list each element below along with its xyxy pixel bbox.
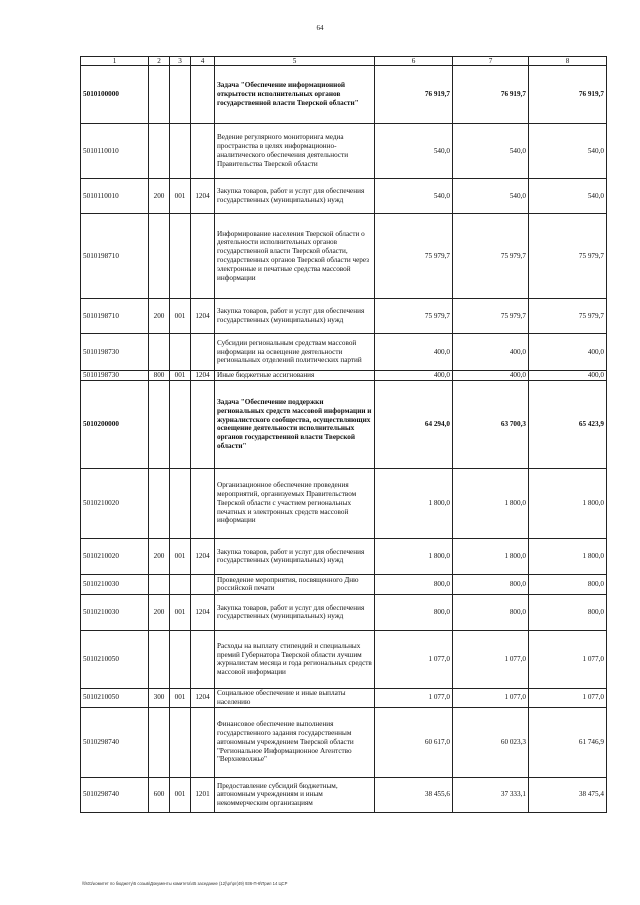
column-header: 8 — [529, 57, 607, 66]
cell-year-3: 1 077,0 — [529, 630, 607, 688]
cell-year-3: 76 919,7 — [529, 66, 607, 124]
cell-rz: 001 — [170, 688, 191, 707]
cell-year-1: 800,0 — [375, 574, 453, 594]
table-row — [81, 538, 607, 574]
cell-year-2: 1 800,0 — [453, 468, 529, 538]
budget-table — [80, 56, 607, 813]
cell-vr — [149, 124, 170, 179]
cell-name: Закупка товаров, работ и услуг для обеспечения государственных (муниципальных) нужд — [215, 179, 375, 214]
cell-code: 5010210030 — [81, 594, 149, 630]
cell-rz — [170, 468, 191, 538]
cell-year-2: 540,0 — [453, 124, 529, 179]
file-path-footer: \\fs01\комитет по бюджету\5 созыв\Документы комитета\45 заседание (12)\рг\рг(49) 936-П-6\Прил 14 ЦСР — [82, 881, 288, 886]
cell-name: Информирование населения Тверской области о деятельности исполнительных органов государственной власти Тверской области, государственных органов Тверской области через электронные и печатные средства массовой информации — [215, 214, 375, 299]
cell-pr: 1204 — [191, 594, 215, 630]
cell-vr: 300 — [149, 688, 170, 707]
cell-pr — [191, 124, 215, 179]
cell-pr — [191, 574, 215, 594]
cell-vr — [149, 380, 170, 468]
cell-year-3: 540,0 — [529, 124, 607, 179]
cell-pr: 1204 — [191, 371, 215, 381]
cell-vr — [149, 630, 170, 688]
cell-year-2: 75 979,7 — [453, 214, 529, 299]
cell-code: 5010198730 — [81, 334, 149, 371]
cell-year-2: 60 023,3 — [453, 707, 529, 777]
cell-year-1: 1 077,0 — [375, 688, 453, 707]
cell-rz — [170, 124, 191, 179]
table-row — [81, 371, 607, 381]
cell-vr: 600 — [149, 777, 170, 812]
cell-pr — [191, 468, 215, 538]
cell-code: 5010110010 — [81, 124, 149, 179]
cell-year-1: 60 617,0 — [375, 707, 453, 777]
cell-year-1: 400,0 — [375, 371, 453, 381]
cell-year-2: 800,0 — [453, 594, 529, 630]
cell-rz — [170, 66, 191, 124]
cell-rz: 001 — [170, 594, 191, 630]
cell-pr: 1204 — [191, 179, 215, 214]
cell-code: 5010198710 — [81, 214, 149, 299]
cell-year-2: 75 979,7 — [453, 299, 529, 334]
cell-name: Иные бюджетные ассигнования — [215, 371, 375, 381]
column-header: 3 — [170, 57, 191, 66]
cell-pr: 1201 — [191, 777, 215, 812]
cell-year-3: 75 979,7 — [529, 214, 607, 299]
cell-name: Ведение регулярного мониторинга медиа пространства в целях информационно-аналитического обеспечения деятельности Правительства Тверской области — [215, 124, 375, 179]
table-row — [81, 574, 607, 594]
cell-rz — [170, 574, 191, 594]
page-number: 64 — [316, 24, 324, 32]
column-header: 2 — [149, 57, 170, 66]
column-header: 4 — [191, 57, 215, 66]
cell-vr — [149, 468, 170, 538]
cell-name: Предоставление субсидий бюджетным, автономным учреждениям и иным некоммерческим организациям — [215, 777, 375, 812]
cell-year-2: 800,0 — [453, 574, 529, 594]
column-header: 1 — [81, 57, 149, 66]
column-header: 6 — [375, 57, 453, 66]
cell-code: 5010198710 — [81, 299, 149, 334]
cell-rz: 001 — [170, 777, 191, 812]
cell-year-2: 540,0 — [453, 179, 529, 214]
cell-year-3: 75 979,7 — [529, 299, 607, 334]
cell-year-2: 1 077,0 — [453, 630, 529, 688]
cell-pr — [191, 66, 215, 124]
cell-vr — [149, 66, 170, 124]
cell-year-1: 400,0 — [375, 334, 453, 371]
cell-year-1: 540,0 — [375, 124, 453, 179]
cell-name: Проведение мероприятия, посвященного Дню российской печати — [215, 574, 375, 594]
cell-pr: 1204 — [191, 299, 215, 334]
cell-year-1: 75 979,7 — [375, 299, 453, 334]
cell-pr: 1204 — [191, 538, 215, 574]
column-number-header — [81, 57, 607, 66]
cell-code: 5010210050 — [81, 688, 149, 707]
cell-vr: 200 — [149, 179, 170, 214]
table-body — [81, 57, 607, 813]
cell-name: Финансовое обеспечение выполнения государственного задания государственным автономным учреждением Тверской области "Региональное Информационное Агентство "Верхневолжье" — [215, 707, 375, 777]
cell-vr — [149, 334, 170, 371]
cell-year-1: 800,0 — [375, 594, 453, 630]
cell-year-1: 76 919,7 — [375, 66, 453, 124]
cell-rz: 001 — [170, 538, 191, 574]
cell-name: Субсидии региональным средствам массовой информации на освещение деятельности региональных отделений политических партий — [215, 334, 375, 371]
table-row — [81, 214, 607, 299]
cell-name: Организационное обеспечение проведения мероприятий, организуемых Правительством Тверской области с участием региональных печатных и электронных средств массовой информации — [215, 468, 375, 538]
cell-name: Задача "Обеспечение информационной открытости исполнительных органов государственной власти Тверской области" — [215, 66, 375, 124]
column-header: 5 — [215, 57, 375, 66]
table-row — [81, 334, 607, 371]
cell-pr — [191, 334, 215, 371]
cell-vr: 200 — [149, 538, 170, 574]
cell-year-3: 1 800,0 — [529, 468, 607, 538]
cell-name: Закупка товаров, работ и услуг для обеспечения государственных (муниципальных) нужд — [215, 299, 375, 334]
table-row — [81, 777, 607, 812]
cell-code: 5010100000 — [81, 66, 149, 124]
table-row — [81, 66, 607, 124]
cell-year-3: 38 475,4 — [529, 777, 607, 812]
cell-rz — [170, 630, 191, 688]
cell-vr — [149, 574, 170, 594]
cell-pr — [191, 380, 215, 468]
cell-year-3: 400,0 — [529, 371, 607, 381]
cell-year-2: 37 333,1 — [453, 777, 529, 812]
cell-code: 5010200000 — [81, 380, 149, 468]
table-row — [81, 707, 607, 777]
cell-code: 5010298740 — [81, 707, 149, 777]
cell-rz — [170, 380, 191, 468]
table-row — [81, 380, 607, 468]
cell-year-1: 1 077,0 — [375, 630, 453, 688]
cell-code: 5010210030 — [81, 574, 149, 594]
cell-rz — [170, 707, 191, 777]
cell-name: Задача "Обеспечение поддержки региональных средств массовой информации и журналистского сообщества, осуществляющих освещение деятельности исполнительных органов государственной власти Тверской области" — [215, 380, 375, 468]
cell-name: Социальное обеспечение и иные выплаты населению — [215, 688, 375, 707]
cell-year-3: 540,0 — [529, 179, 607, 214]
cell-code: 5010110010 — [81, 179, 149, 214]
cell-vr — [149, 707, 170, 777]
cell-year-1: 540,0 — [375, 179, 453, 214]
cell-name: Расходы на выплату стипендий и специальных премий Губернатора Тверской области лучшим журналистам месяца и года региональных средств массовой информации — [215, 630, 375, 688]
table-row — [81, 299, 607, 334]
cell-year-1: 1 800,0 — [375, 538, 453, 574]
cell-year-2: 1 800,0 — [453, 538, 529, 574]
cell-name: Закупка товаров, работ и услуг для обеспечения государственных (муниципальных) нужд — [215, 538, 375, 574]
cell-year-2: 63 700,3 — [453, 380, 529, 468]
cell-year-3: 800,0 — [529, 594, 607, 630]
cell-code: 5010298740 — [81, 777, 149, 812]
cell-rz: 001 — [170, 299, 191, 334]
table-row — [81, 630, 607, 688]
cell-rz — [170, 334, 191, 371]
cell-year-3: 400,0 — [529, 334, 607, 371]
cell-year-1: 1 800,0 — [375, 468, 453, 538]
cell-pr: 1204 — [191, 688, 215, 707]
table-row — [81, 594, 607, 630]
cell-rz: 001 — [170, 179, 191, 214]
cell-rz — [170, 214, 191, 299]
cell-vr: 800 — [149, 371, 170, 381]
cell-name: Закупка товаров, работ и услуг для обеспечения государственных (муниципальных) нужд — [215, 594, 375, 630]
cell-vr — [149, 214, 170, 299]
cell-year-3: 1 800,0 — [529, 538, 607, 574]
cell-year-2: 1 077,0 — [453, 688, 529, 707]
cell-code: 5010210020 — [81, 538, 149, 574]
cell-pr — [191, 630, 215, 688]
column-header: 7 — [453, 57, 529, 66]
table-row — [81, 179, 607, 214]
cell-year-3: 800,0 — [529, 574, 607, 594]
table-row — [81, 468, 607, 538]
cell-code: 5010198730 — [81, 371, 149, 381]
cell-code: 5010210020 — [81, 468, 149, 538]
cell-pr — [191, 214, 215, 299]
cell-year-2: 400,0 — [453, 334, 529, 371]
cell-year-3: 61 746,9 — [529, 707, 607, 777]
cell-year-1: 38 455,6 — [375, 777, 453, 812]
cell-rz: 001 — [170, 371, 191, 381]
cell-pr — [191, 707, 215, 777]
cell-year-2: 400,0 — [453, 371, 529, 381]
cell-year-3: 1 077,0 — [529, 688, 607, 707]
table-row — [81, 688, 607, 707]
cell-year-3: 65 423,9 — [529, 380, 607, 468]
cell-code: 5010210050 — [81, 630, 149, 688]
cell-vr: 200 — [149, 594, 170, 630]
cell-year-1: 64 294,0 — [375, 380, 453, 468]
table-row — [81, 124, 607, 179]
cell-year-1: 75 979,7 — [375, 214, 453, 299]
cell-vr: 200 — [149, 299, 170, 334]
cell-year-2: 76 919,7 — [453, 66, 529, 124]
